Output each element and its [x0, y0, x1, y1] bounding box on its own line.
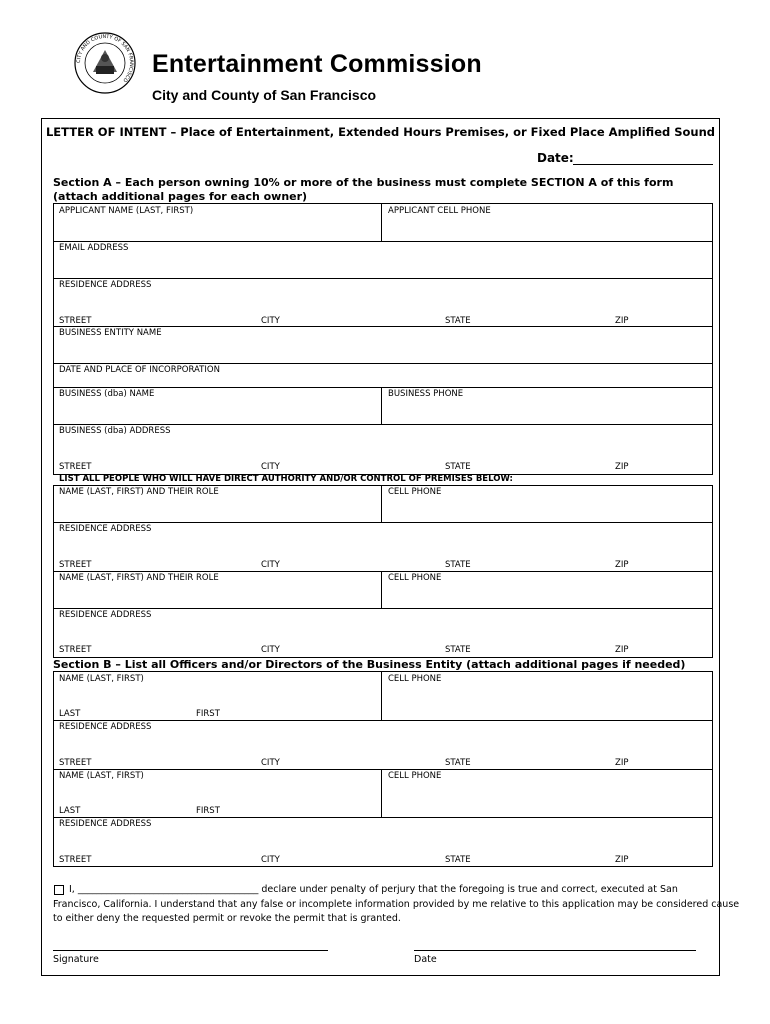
officer-2-row	[53, 769, 713, 818]
zip-label: ZIP	[615, 758, 629, 768]
person-1-cell-field[interactable]: CELL PHONE	[388, 487, 442, 497]
officer-1-residence-row	[53, 720, 713, 770]
street-label: STREET	[59, 316, 92, 326]
city-label: CITY	[261, 645, 280, 655]
officer-1-row	[53, 671, 713, 721]
date-label: Date:	[537, 151, 574, 165]
business-phone-field[interactable]: BUSINESS PHONE	[388, 389, 464, 399]
officer-1-name-field[interactable]: NAME (LAST, FIRST)	[59, 674, 144, 684]
last-label: LAST	[59, 806, 81, 816]
declaration-checkbox[interactable]	[54, 885, 64, 895]
page-subtitle: City and County of San Francisco	[152, 87, 377, 103]
officer-2-residence-field[interactable]: RESIDENCE ADDRESS	[59, 819, 152, 829]
email-row	[53, 241, 713, 279]
officer-2-cell-field[interactable]: CELL PHONE	[388, 771, 442, 781]
signature-field[interactable]	[53, 950, 328, 951]
state-label: STATE	[445, 462, 471, 472]
divider	[381, 769, 382, 818]
city-label: CITY	[261, 316, 280, 326]
state-label: STATE	[445, 855, 471, 865]
person-1-residence-field[interactable]: RESIDENCE ADDRESS	[59, 524, 152, 534]
person-2-name-field[interactable]: NAME (LAST, FIRST) AND THEIR ROLE	[59, 573, 219, 583]
street-label: STREET	[59, 560, 92, 570]
officer-1-residence-field[interactable]: RESIDENCE ADDRESS	[59, 722, 152, 732]
street-label: STREET	[59, 645, 92, 655]
officer-1-cell-field[interactable]: CELL PHONE	[388, 674, 442, 684]
signature-date-field[interactable]	[414, 950, 696, 951]
state-label: STATE	[445, 758, 471, 768]
city-label: CITY	[261, 855, 280, 865]
residence-address-field[interactable]: RESIDENCE ADDRESS	[59, 280, 152, 290]
person-2-cell-field[interactable]: CELL PHONE	[388, 573, 442, 583]
divider	[381, 387, 382, 425]
divider	[381, 571, 382, 609]
street-label: STREET	[59, 758, 92, 768]
person-2-residence-field[interactable]: RESIDENCE ADDRESS	[59, 610, 152, 620]
svg-text:CITY AND COUNTY OF SAN FRANCIS: CITY AND COUNTY OF SAN FRANCISCO	[75, 33, 135, 84]
city-label: CITY	[261, 462, 280, 472]
zip-label: ZIP	[615, 855, 629, 865]
divider	[381, 671, 382, 721]
section-a-note: (attach additional pages for each owner)	[53, 190, 308, 203]
city-label: CITY	[261, 560, 280, 570]
street-label: STREET	[59, 855, 92, 865]
zip-label: ZIP	[615, 645, 629, 655]
section-b-heading: Section B – List all Officers and/or Directors of the Business Entity (attach additional pages if needed)	[53, 658, 686, 671]
residence-row	[53, 278, 713, 327]
state-label: STATE	[445, 645, 471, 655]
street-label: STREET	[59, 462, 92, 472]
section-a-heading: Section A – Each person owning 10% or more of the business must complete SECTION A of this form	[53, 176, 674, 189]
email-field[interactable]: EMAIL ADDRESS	[59, 243, 129, 253]
officer-2-name-field[interactable]: NAME (LAST, FIRST)	[59, 771, 144, 781]
page-title: Entertainment Commission	[152, 50, 482, 78]
letter-of-intent-title: LETTER OF INTENT – Place of Entertainment, Extended Hours Premises, or Fixed Place Amplified Sound	[45, 125, 716, 139]
divider	[381, 485, 382, 523]
zip-label: ZIP	[615, 462, 629, 472]
first-label: FIRST	[196, 806, 220, 816]
person-1-residence-row	[53, 522, 713, 572]
divider	[381, 203, 382, 242]
dba-address-field[interactable]: BUSINESS (dba) ADDRESS	[59, 426, 171, 436]
first-label: FIRST	[196, 709, 220, 719]
date-field[interactable]	[573, 164, 713, 165]
zip-label: ZIP	[615, 316, 629, 326]
last-label: LAST	[59, 709, 81, 719]
business-entity-name-field[interactable]: BUSINESS ENTITY NAME	[59, 328, 162, 338]
state-label: STATE	[445, 316, 471, 326]
declaration-line-3: to either deny the requested permit or revoke the permit that is granted.	[53, 913, 401, 924]
incorporation-field[interactable]: DATE AND PLACE OF INCORPORATION	[59, 365, 220, 375]
signature-date-label: Date	[414, 954, 437, 965]
declaration-line-2: Francisco, California. I understand that any false or incomplete information provided by me relative to this application may be considered cause	[53, 899, 740, 910]
applicant-name-field[interactable]: APPLICANT NAME (LAST, FIRST)	[59, 206, 194, 216]
state-label: STATE	[445, 560, 471, 570]
dba-name-field[interactable]: BUSINESS (dba) NAME	[59, 389, 155, 399]
signature-label: Signature	[53, 954, 99, 965]
officer-2-residence-row	[53, 817, 713, 867]
city-label: CITY	[261, 758, 280, 768]
city-seal-logo	[74, 32, 136, 94]
person-2-residence-row	[53, 608, 713, 658]
declaration-line-1: I, ______________________________________ declare under penalty of perjury that the foregoing is true and correct, executed at San	[69, 884, 678, 895]
zip-label: ZIP	[615, 560, 629, 570]
authority-heading: LIST ALL PEOPLE WHO WILL HAVE DIRECT AUTHORITY AND/OR CONTROL OF PREMISES BELOW:	[59, 474, 513, 484]
person-1-name-field[interactable]: NAME (LAST, FIRST) AND THEIR ROLE	[59, 487, 219, 497]
applicant-cell-field[interactable]: APPLICANT CELL PHONE	[388, 206, 491, 216]
